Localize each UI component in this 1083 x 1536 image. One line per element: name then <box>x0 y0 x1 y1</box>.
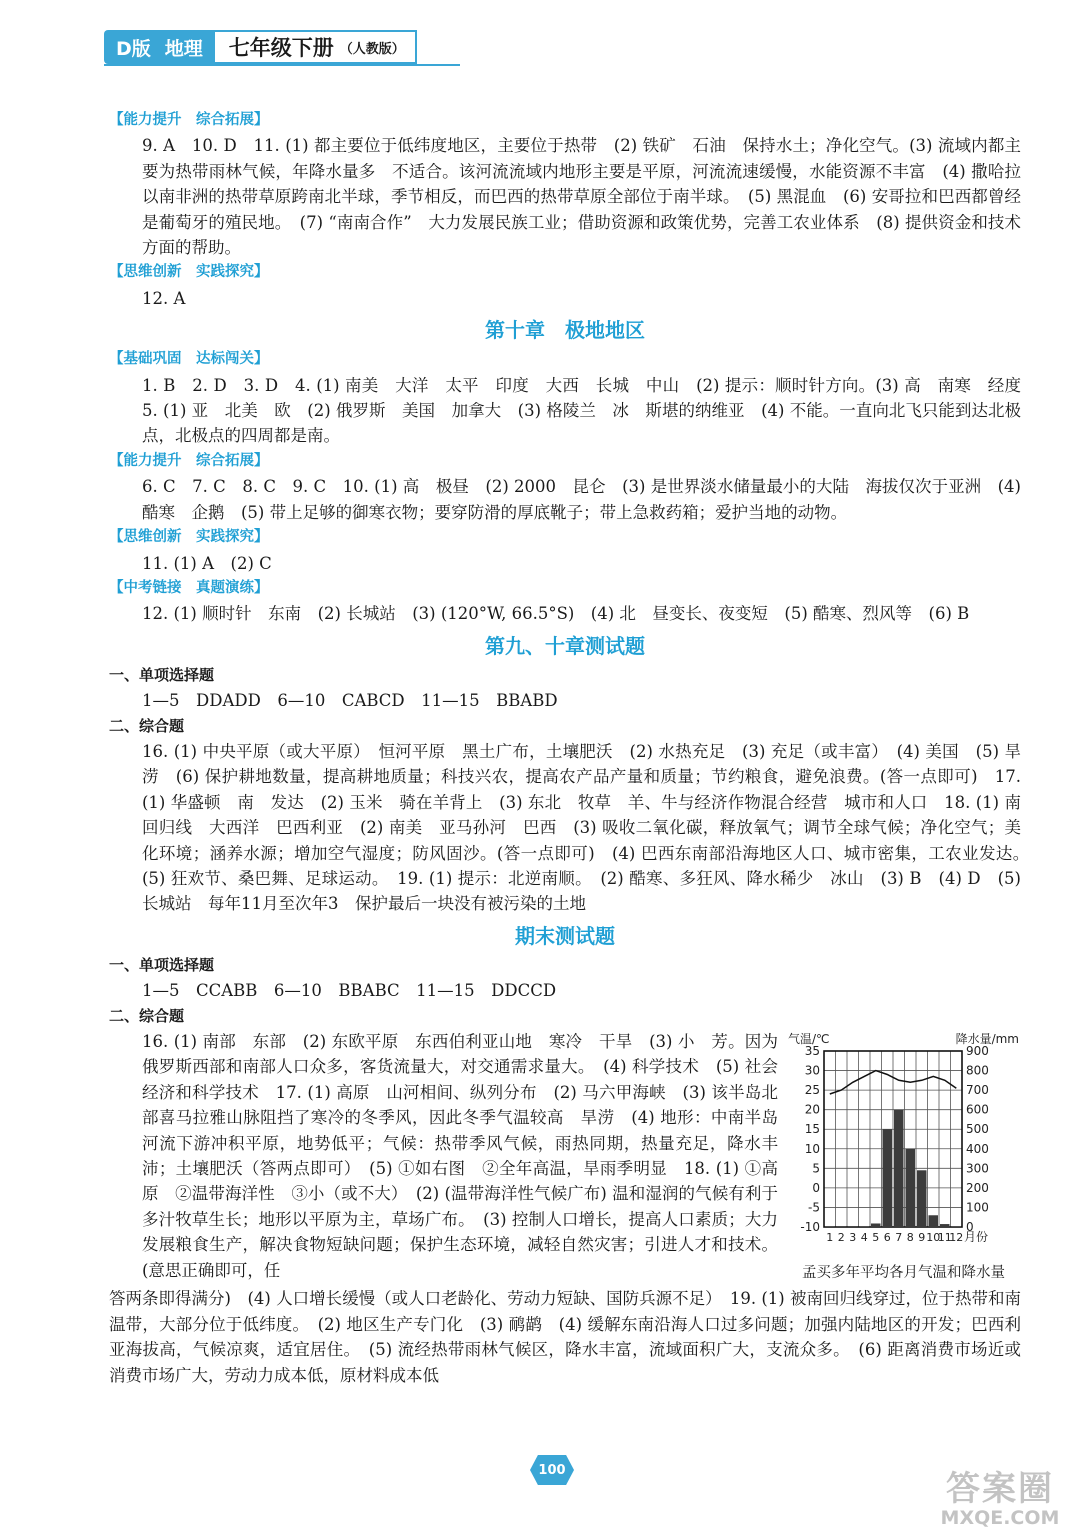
section-tag: 【思维创新 实践探究】 <box>109 529 269 546</box>
section-heading: 二、综合题 <box>109 1006 185 1025</box>
precipitation-bar <box>929 1215 939 1227</box>
y-left-tick-label: 25 <box>804 1083 820 1098</box>
x-axis-unit: 月份 <box>964 1230 989 1244</box>
precipitation-bar <box>906 1149 916 1227</box>
y-right-tick-label: 0 <box>966 1220 974 1234</box>
x-tick-label: 1 <box>826 1231 834 1244</box>
test-title: 期末测试题 <box>515 923 615 948</box>
y-right-tick-label: 200 <box>966 1180 989 1195</box>
edition-label: （人教版） <box>339 41 405 57</box>
y-left-tick-label: 0 <box>812 1180 820 1195</box>
chapter-title: 第十章 极地地区 <box>485 318 645 343</box>
x-tick-label: 8 <box>906 1231 914 1244</box>
y-right-tick-label: 300 <box>966 1161 989 1176</box>
climate-chart-figure <box>786 1029 1021 1286</box>
precipitation-bar <box>883 1129 893 1227</box>
climate-chart <box>786 1029 1021 1259</box>
answer-paragraph: 16. (1) 中央平原（或大平原） 恒河平原 黑土广布，土壤肥沃 (2) 水热充足 (3) 充足（或丰富） (4) 美国 (5) 旱涝 (6) 保护耕地数量，提高耕地质量；科技兴农，提高农产品产量和质量；节约粮食，避免浪费。(答一点即可) 17. (1) 华盛顿 南 发达 (2) 玉米 骑在羊背上 (3) 东北 牧草 羊、牛与经济作物混合经营 城市和人口 18. (1) 南回归线 大西洋 巴西利亚 (2) 南美 亚马孙河 巴西 (3) 吸收二氧化碳，释放氧气；调节全球气候；净化空气；美化环境；涵养水源；增加空气湿度；防风固沙。(答一点即可) (4) 巴西东南部沿海地区人口、城市密集，工农业发达。 (5) 狂欢节、桑巴舞、足球运动。 19. (1) 提示：北逆南顺。 (2) 酷寒、多狂风、降水稀少 冰山 (3) B (4) D (5) 长城站 每年11月至次年3 保护最后一块没有被污染的土地 <box>142 741 1038 914</box>
answer-with-chart <box>109 1029 1021 1286</box>
x-tick-label: 5 <box>872 1231 880 1244</box>
x-tick-label: 9 <box>918 1231 926 1244</box>
answer-paragraph: 9. A 10. D 11. (1) 都主要位于低纬度地区，主要位于热带 (2) 铁矿 石油 保持水土；净化空气。(3) 流域内都主要为热带雨林气候，年降水量多 不适合。该河流流域内地形主要是平原，河流流速缓慢，水能资源不丰富 (4) 撒哈拉以南非洲的热带草原跨南北半球，季节相反，而巴西的热带草原全部位于南半球。 (5) 黑混血 (6) 安哥拉和巴西都曾经是葡萄牙的殖民地。 (7) “南南合作” 大力发展民族工业；借助资源和政策优势，完善工农业体系 (8) 提供资金和技术方面的帮助。 <box>142 136 1021 258</box>
section-heading: 一、单项选择题 <box>109 955 215 974</box>
y-right-tick-label: 400 <box>966 1141 989 1156</box>
answer-paragraph: 12. (1) 顺时针 东南 (2) 长城站 (3) (120°W, 66.5°S) (4) 北 昼变长、夜变短 (5) 酷寒、烈风等 (6) B <box>142 604 970 624</box>
x-tick-label: 7 <box>895 1231 903 1244</box>
precipitation-bar <box>871 1223 881 1227</box>
section-tag: 【能力提升 综合拓展】 <box>109 452 269 469</box>
watermark-line1: 答案圈 <box>946 1469 1054 1509</box>
x-tick-label: 6 <box>883 1231 891 1244</box>
x-tick-label: 10 <box>926 1231 941 1244</box>
y-right-axis-label: 降水量/mm <box>955 1032 1019 1046</box>
section-tag: 【中考链接 真题演练】 <box>109 579 269 596</box>
y-left-tick-label: 10 <box>804 1141 820 1156</box>
y-right-tick-label: 800 <box>966 1063 989 1078</box>
choice-answers: 1—5 DDADD 6—10 CABCD 11—15 BBABD <box>142 691 558 711</box>
x-tick-label: 11 <box>937 1231 952 1244</box>
header-title <box>215 30 417 64</box>
y-left-tick-label: 15 <box>804 1122 820 1137</box>
y-right-tick-label: 700 <box>966 1083 989 1098</box>
y-left-tick-label: 30 <box>804 1063 820 1078</box>
y-right-tick-label: 600 <box>966 1102 989 1117</box>
y-left-tick-label: 35 <box>804 1044 820 1058</box>
y-right-tick-label: 500 <box>966 1122 989 1137</box>
x-tick-label: 4 <box>860 1231 868 1244</box>
header-badge <box>104 30 215 64</box>
answer-paragraph: 6. C 7. C 8. C 9. C 10. (1) 高 极昼 (2) 2000 昆仑 (3) 是世界淡水储量最小的大陆 海拔仅次于亚洲 (4) 酷寒 企鹅 (5) 带上足够的御寒衣物；要穿防滑的厚底靴子；带上急救药箱；爱护当地的动物。 <box>142 477 1021 522</box>
watermark-logo <box>930 1470 1070 1530</box>
answer-paragraph: 1. B 2. D 3. D 4. (1) 南美 大洋 太平 印度 大西 长城 中山 (2) 提示：顺时针方向。(3) 高 南寒 经度 5. (1) 亚 北美 欧 (2) 俄罗斯 美国 加拿大 (3) 格陵兰 冰 斯堪的纳维亚 (4) 不能。一直向北飞只能到达北极点，北极点的四周都是南。 <box>142 375 1038 446</box>
choice-answers: 1—5 CCABB 6—10 BBABC 11—15 DDCCD <box>142 981 557 1001</box>
chart-caption: 孟买多年平均各月气温和降水量 <box>802 1265 1005 1281</box>
precipitation-bar <box>940 1224 950 1227</box>
y-left-tick-label: -5 <box>808 1200 820 1215</box>
section-tag: 【基础巩固 达标闯关】 <box>109 351 269 368</box>
test-title: 第九、十章测试题 <box>485 633 645 658</box>
y-left-tick-label: 20 <box>804 1102 820 1117</box>
precipitation-bar <box>894 1110 904 1227</box>
page-header <box>104 30 417 64</box>
answer-paragraph: 12. A <box>142 288 186 308</box>
y-right-tick-label: 900 <box>966 1044 989 1058</box>
edition-badge: D版 <box>116 37 151 60</box>
page-number-badge <box>530 1455 574 1485</box>
watermark-line2: MXQE.COM <box>940 1507 1060 1529</box>
climate-chart-svg <box>786 1029 1021 1259</box>
x-tick-label: 2 <box>837 1231 845 1244</box>
x-tick-label: 3 <box>849 1231 857 1244</box>
section-heading: 一、单项选择题 <box>109 665 215 684</box>
answer-paragraph: 16. (1) 南部 东部 (2) 东欧平原 东西伯利亚山地 寒冷 干旱 (3) 小 芳。因为俄罗斯西部和南部人口众多，客货流量大，对交通需求量大。 (4) 科学技术 (5) 社会经济和科学技术 17. (1) 高原 山河相间、纵列分布 (2) 马六甲海峡 (3) 该半岛北部喜马拉雅山脉阻挡了寒冷的冬季风，因此冬季气温较高 旱涝 (4) 地形：中南半岛河流下游冲积平原，地势低平；气候：热带季风气候，雨热同期，热量充足，降水丰沛；土壤肥沃（答两点即可） (5) ①如右图 ②全年高温，旱雨季明显 18. (1) ①高原 ②温带海洋性 ③小（或不大） (2) (温带海洋性气候广布) 温和湿润的气候有利于多汁牧草生长；地形以平原为主，草场广布。 (3) 控制人口增长，提高人口素质；大力发展粮食生产，解决食物短缺问题；保护生态环境，减轻自然灾害；引进人才和技术。(意思正确即可，任 <box>142 1032 778 1280</box>
section-tag: 【思维创新 实践探究】 <box>109 264 269 281</box>
page-number: 100 <box>538 1462 566 1478</box>
subject-label: 地理 <box>164 37 203 60</box>
answer-paragraph: 答两条即得满分) (4) 人口增长缓慢（或人口老龄化、劳动力短缺、国防兵源不足） 19. (1) 被南回归线穿过，位于热带和南温带，大部分位于低纬度。 (2) 地区生产专门化 (3) 鸸鹋 (4) 缓解东南沿海人口过多问题；加强内陆地区的开发；巴西利亚海拔高，气候凉爽，适宜居住。 (5) 流经热带雨林气候区，降水丰富，流域面积广大，支流众多。 (6) 距离消费市场近或消费市场广大，劳动力成本低，原材料成本低 <box>109 1289 1021 1385</box>
section-tag: 【能力提升 综合拓展】 <box>109 112 269 128</box>
answer-paragraph: 11. (1) A (2) C <box>142 553 272 573</box>
answer-content <box>109 108 1038 1388</box>
y-right-tick-label: 100 <box>966 1200 989 1215</box>
header-underline <box>104 64 460 66</box>
y-left-axis-label: 气温/℃ <box>788 1032 830 1046</box>
grade-label: 七年级下册 <box>228 36 334 60</box>
precipitation-bar <box>917 1170 927 1227</box>
x-tick-label: 12 <box>949 1231 964 1244</box>
y-left-tick-label: 5 <box>812 1161 820 1176</box>
y-left-tick-label: -10 <box>800 1220 820 1234</box>
section-heading: 二、综合题 <box>109 716 185 735</box>
